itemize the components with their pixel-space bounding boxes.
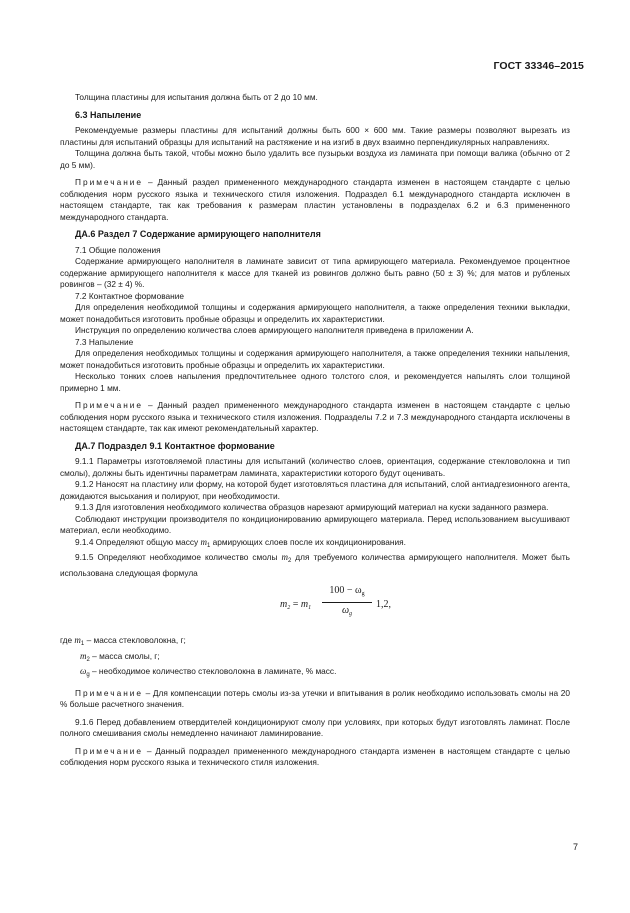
paragraph-7-3a: Для определения необходимых толщины и содержания армирующего наполнителя, а также определения техники напыления, может понадобиться изготовить пробные образцы и определить их характеристики.	[60, 348, 570, 370]
legend-omega	[60, 666, 570, 682]
legend-text: – необходимое количество стекловолокна в ламинате, % масс.	[89, 666, 337, 676]
formula-numerator	[322, 585, 372, 603]
paragraph-9-1-2: 9.1.2 Наносят на пластину или форму, на которой будет изготовляться пластина для испытаний, слой антиадгезионного агента, дожидаются высыхания и полируют, при необходимости.	[60, 479, 570, 501]
subheading-7-1: 7.1 Общие положения	[75, 244, 161, 255]
text-fragment: армирующих слоев после их кондиционирования.	[210, 536, 406, 547]
formula-fraction	[322, 585, 372, 620]
page-content	[60, 92, 570, 769]
subscript: 2	[287, 605, 291, 611]
paragraph-7-3b: Несколько тонких слоев напыления предпочтительнее одного толстого слоя, и рекомендуется напылять слои толщиной примерно 1 мм.	[60, 371, 570, 393]
var-m: m	[200, 536, 207, 547]
paragraph-9-1-4	[60, 537, 570, 553]
denominator-text: ω	[341, 604, 350, 616]
subscript: 1	[206, 542, 211, 549]
note-label: Примечание	[75, 687, 144, 698]
formula-rhs: 1,2,	[376, 599, 391, 610]
page-number: 7	[572, 842, 578, 852]
note-2	[60, 400, 570, 435]
var-m: m	[80, 650, 87, 661]
note-1-text: – Данный раздел примененного международного стандарта изменен в настоящем стандарте с целью соблюдения норм русского языка и технического стиля изложения. Подраздел 6.1 международного стандарта исключен в настоящем стандарте, так как требования к размерам пластин установлены в подразделах 6.2 и 6.3 примененного международного стандарта.	[60, 177, 570, 222]
var-omega: ω	[80, 666, 87, 676]
subscript: 1	[308, 605, 312, 611]
subheading-7-3: 7.3 Напыление	[75, 336, 134, 347]
note-4	[60, 746, 570, 769]
heading-da6: ДА.6 Раздел 7 Содержание армирующего наполнителя	[75, 229, 321, 239]
equals-sign: =	[290, 599, 301, 610]
numerator-text: 100 − ω	[329, 585, 362, 596]
text-fragment: для требуемого количества армирующего наполнителя. Может быть использована следующая формула	[60, 552, 570, 578]
text-fragment: 9.1.5 Определяют необходимое количество смолы	[75, 552, 282, 562]
note-4-text: – Данный подраздел примененного международного стандарта изменен в настоящем стандарте с целью соблюдения норм русского языка и технического стиля изложения.	[60, 745, 570, 767]
paragraph-plate-size: Рекомендуемые размеры пластины для испытаний должны быть 600 × 600 мм. Такие размеры позволяют вырезать из пластины для испытаний образцы для испытаний на растяжение и на изгиб в двух взаимно перпендикулярных направлениях.	[60, 125, 570, 147]
text-fragment: 9.1.4 Определяют общую массу	[75, 536, 201, 547]
var-m: m	[300, 599, 309, 610]
var-m: m	[280, 599, 288, 610]
subscript: 1	[80, 641, 85, 647]
formula-resin-mass	[60, 585, 570, 629]
subscript: 2	[287, 558, 292, 564]
where-label: где	[60, 635, 75, 645]
subheading-7-2: 7.2 Контактное формование	[75, 290, 184, 301]
legend-text: – масса стекловолокна, г;	[84, 635, 186, 645]
note-3	[60, 688, 570, 711]
paragraph-9-1-5	[60, 552, 570, 579]
note-1	[60, 177, 570, 223]
subscript: g	[361, 591, 365, 597]
var-m: m	[74, 635, 81, 645]
paragraph-plate-thickness: Толщина пластины для испытания должна быть от 2 до 10 мм.	[75, 92, 318, 102]
heading-6-3: 6.3 Напыление	[75, 109, 142, 120]
paragraph-9-1-6: 9.1.6 Перед добавлением отвердителей кондиционируют смолу при условиях, при которых будут изготовлять ламинат. После полного смешивания смолы немедленно начинают ламинирование.	[60, 716, 570, 738]
paragraph-thickness-roller: Толщина должна быть такой, чтобы можно было удалить все пузырьки воздуха из ламината при помощи валика (обычно от 2 до 5 мм).	[60, 148, 570, 170]
note-label: Примечание	[75, 177, 144, 187]
legend-text: – масса смолы, г;	[89, 650, 160, 661]
paragraph-9-1-3b: Соблюдают инструкции производителя по кондиционированию армирующего материала. Перед использованием высушивают материал, если необходимо.	[60, 513, 570, 535]
subscript: g	[349, 610, 353, 617]
subscript: 2	[86, 656, 90, 663]
legend-m1	[60, 635, 570, 651]
var-m: m	[281, 552, 288, 562]
note-label: Примечание	[75, 745, 144, 756]
subscript: g	[86, 672, 90, 678]
paragraph-9-1-3: 9.1.3 Для изготовления необходимого количества образцов нарезают армирующий материал на куски заданного размера.	[75, 502, 549, 512]
paragraph-7-2b: Инструкция по определению количества слоев армирующего наполнителя приведена в приложении А.	[75, 325, 474, 335]
paragraph-9-1-1: 9.1.1 Параметры изготовляемой пластины для испытаний (количество слоев, ориентация, содержание стекловолокна и тип смолы), должны быть идентичны параметрам ламината, характеристики которого будут оценивать.	[60, 456, 570, 478]
heading-da7: ДА.7 Подраздел 9.1 Контактное формование	[75, 440, 275, 451]
legend-m2	[60, 651, 570, 667]
formula-denominator	[322, 603, 372, 621]
note-2-text: – Данный раздел примененного международного стандарта изменен в настоящем стандарте с целью соблюдения норм русского языка и технического стиля изложения. Подразделы 7.2 и 7.3 международного стандарта исключены в настоящем стандарте, так как имеют рекомендательный характер.	[60, 400, 570, 433]
note-3-text: – Для компенсации потерь смолы из-за утечки и впитывания в ролик необходимо использовать смолы на 20 % больше расчетного значения.	[60, 687, 570, 709]
paragraph-7-1: Содержание армирующего наполнителя в ламинате зависит от типа армирующего материала. Рекомендуемое процентное содержание армирующего наполнителя к массе для тканей из ровингов должно быть равно (50 ± 3) %; для матов и рубленых ровингов – (32 ± 4) %.	[60, 256, 570, 289]
document-code: ГОСТ 33346–2015	[493, 60, 584, 72]
formula-lhs	[280, 599, 311, 615]
paragraph-7-2a: Для определения необходимой толщины и содержания армирующего наполнителя, а также определения техники выкладки, может понадобиться изготовить пробные образцы и определить их характеристики.	[60, 302, 570, 324]
note-label: Примечание	[75, 400, 144, 410]
